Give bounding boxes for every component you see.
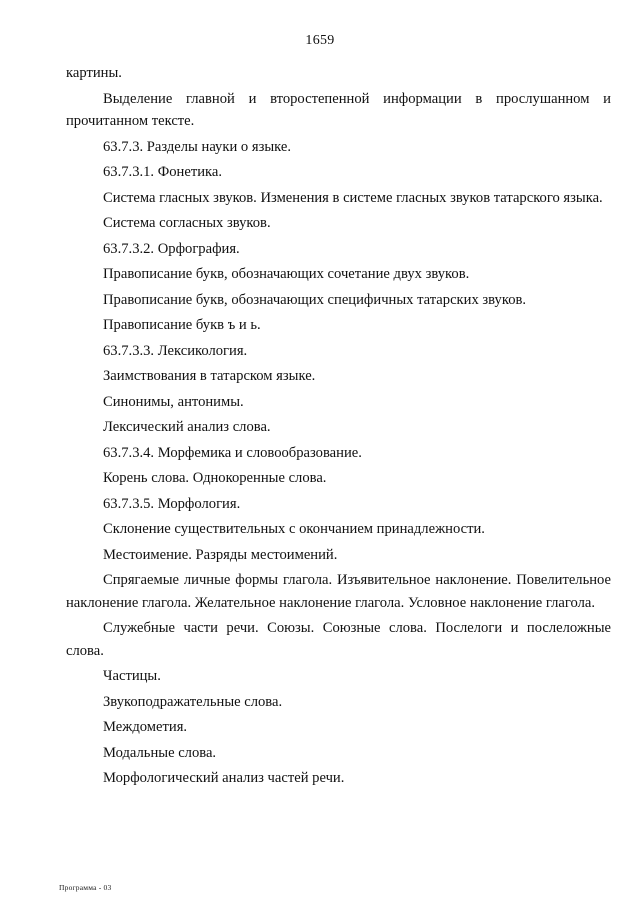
paragraph: Выделение главной и второстепенной информации в прослушанном и прочитанном тексте.	[66, 90, 611, 129]
paragraph: Заимствования в татарском языке.	[103, 368, 316, 384]
page-number: 1659	[305, 33, 335, 48]
paragraph-continuation: картины.	[66, 65, 122, 81]
subsection-heading: 63.7.3.3. Лексикология.	[103, 342, 248, 359]
paragraph: Модальные слова.	[103, 744, 217, 761]
paragraph: Междометия.	[103, 719, 188, 735]
document-body	[66, 62, 611, 793]
paragraph: Морфологический анализ частей речи.	[103, 770, 345, 786]
paragraph: Правописание букв, обозначающих сочетание двух звуков.	[103, 266, 470, 282]
paragraph: Корень слова. Однокоренные слова.	[103, 470, 327, 486]
paragraph: Лексический анализ слова.	[103, 419, 271, 435]
paragraph: Звукоподражательные слова.	[103, 693, 283, 710]
paragraph: Синонимы, антонимы.	[103, 393, 244, 410]
section-heading: 63.7.3. Разделы науки о языке.	[103, 138, 291, 155]
subsection-heading: 63.7.3.4. Морфемика и словообразование.	[103, 444, 362, 461]
paragraph: Система гласных звуков. Изменения в системе гласных звуков татарского языка.	[103, 189, 603, 206]
paragraph: Правописание букв ъ и ь.	[103, 317, 261, 333]
paragraph: Служебные части речи. Союзы. Союзные слова. Послелоги и послеложные слова.	[66, 620, 611, 659]
footer-label: Программа - 03	[59, 883, 112, 892]
paragraph: Частицы.	[103, 668, 161, 684]
paragraph: Спрягаемые личные формы глагола. Изъявительное наклонение. Повелительное наклонение глагола. Желательное наклонение глагола. Условное наклонение глагола.	[66, 572, 611, 611]
subsection-heading: 63.7.3.2. Орфография.	[103, 240, 240, 257]
subsection-heading: 63.7.3.1. Фонетика.	[103, 164, 223, 180]
paragraph: Правописание букв, обозначающих специфичных татарских звуков.	[103, 291, 527, 308]
paragraph: Местоимение. Разряды местоимений.	[103, 546, 338, 563]
paragraph: Склонение существительных с окончанием принадлежности.	[103, 521, 485, 537]
paragraph: Система согласных звуков.	[103, 215, 271, 231]
subsection-heading: 63.7.3.5. Морфология.	[103, 495, 241, 512]
